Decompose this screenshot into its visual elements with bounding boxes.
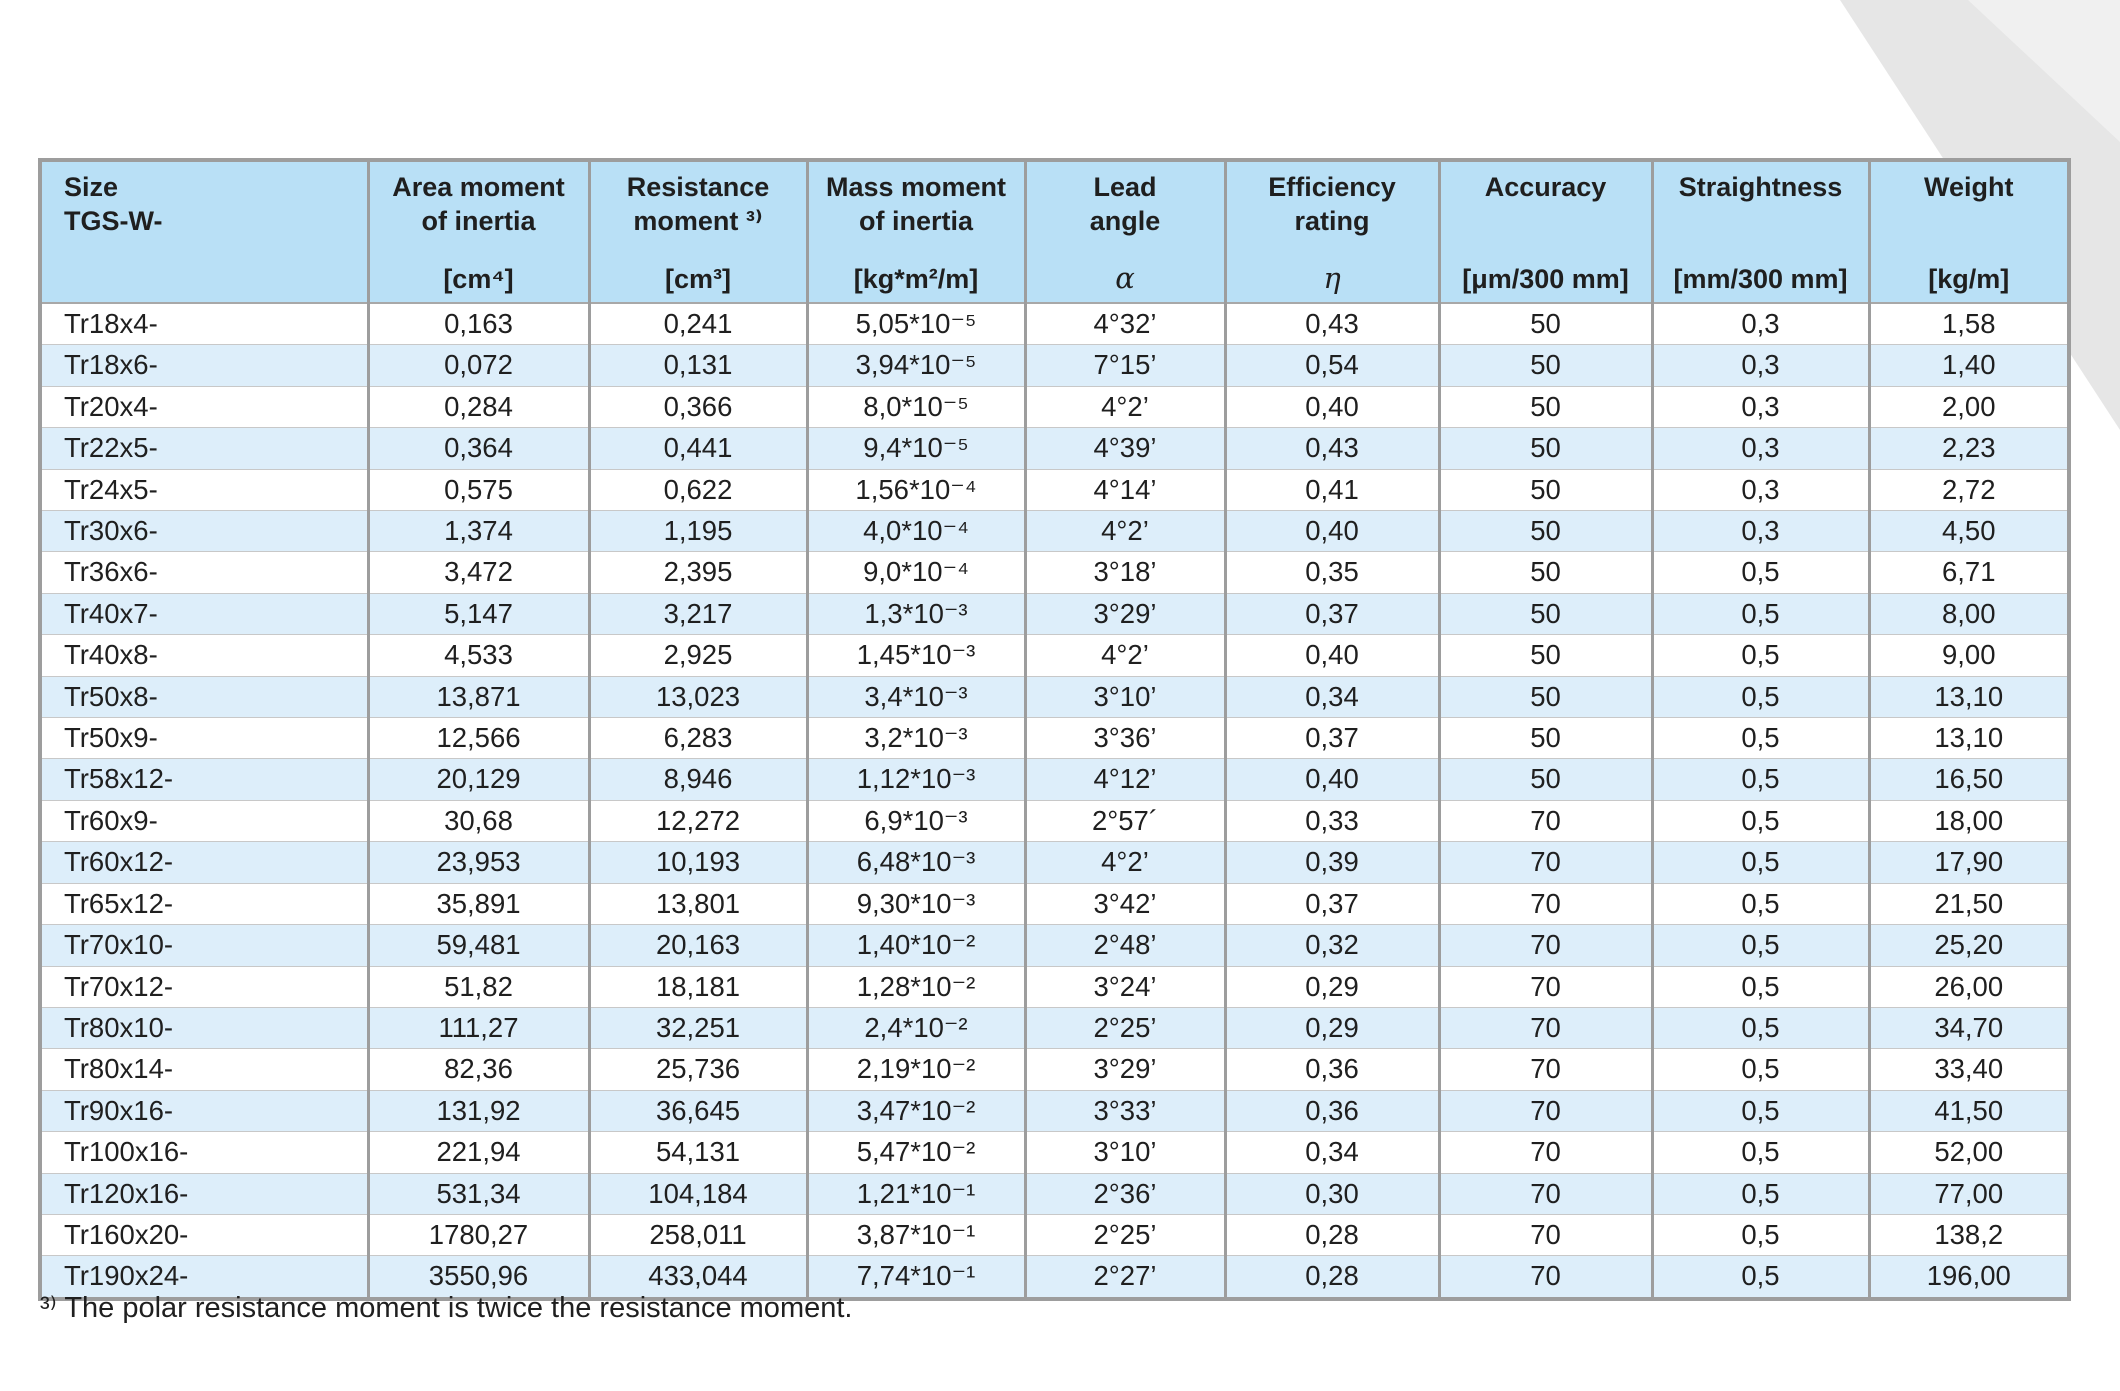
cell-accuracy: 70 (1439, 966, 1652, 1007)
cell-straightness: 0,5 (1652, 883, 1869, 924)
cell-accuracy: 50 (1439, 386, 1652, 427)
cell-mass_moment: 7,74*10⁻¹ (807, 1256, 1025, 1299)
cell-efficiency: 0,37 (1225, 593, 1439, 634)
col-header-line1: Lead (1093, 172, 1157, 202)
col-header-units: [kg*m²/m] (853, 264, 979, 295)
cell-straightness: 0,5 (1652, 676, 1869, 717)
cell-efficiency: 0,37 (1225, 883, 1439, 924)
col-header-line1: Straightness (1678, 172, 1843, 202)
cell-size: Tr18x6- (40, 345, 368, 386)
col-header-units: [μm/300 mm] (1462, 264, 1629, 295)
cell-lead_angle: 7°15’ (1025, 345, 1225, 386)
cell-lead_angle: 4°2’ (1025, 511, 1225, 552)
cell-size: Tr160x20- (40, 1214, 368, 1255)
cell-efficiency: 0,28 (1225, 1256, 1439, 1299)
cell-area_moment: 51,82 (368, 966, 589, 1007)
table-row (40, 1214, 2069, 1255)
cell-area_moment: 1780,27 (368, 1214, 589, 1255)
cell-weight: 4,50 (1869, 511, 2069, 552)
table-row (40, 303, 2069, 345)
cell-accuracy: 70 (1439, 800, 1652, 841)
cell-size: Tr58x12- (40, 759, 368, 800)
cell-resistance_moment: 36,645 (589, 1090, 807, 1131)
cell-efficiency: 0,40 (1225, 511, 1439, 552)
cell-weight: 26,00 (1869, 966, 2069, 1007)
col-header-lead-angle (1025, 160, 1225, 303)
cell-accuracy: 70 (1439, 1173, 1652, 1214)
cell-accuracy: 70 (1439, 1007, 1652, 1048)
cell-accuracy: 70 (1439, 1256, 1652, 1299)
cell-mass_moment: 5,05*10⁻⁵ (807, 303, 1025, 345)
cell-lead_angle: 2°48’ (1025, 925, 1225, 966)
cell-size: Tr20x4- (40, 386, 368, 427)
cell-resistance_moment: 258,011 (589, 1214, 807, 1255)
cell-resistance_moment: 8,946 (589, 759, 807, 800)
cell-accuracy: 50 (1439, 552, 1652, 593)
cell-lead_angle: 3°36’ (1025, 718, 1225, 759)
cell-size: Tr18x4- (64, 308, 158, 339)
spec-table-header (40, 160, 2069, 303)
col-header-efficiency (1225, 160, 1439, 303)
spec-table-body (40, 303, 2069, 1299)
cell-size: Tr40x7- (40, 593, 368, 634)
cell-efficiency: 0,54 (1225, 345, 1439, 386)
cell-straightness: 0,5 (1652, 1214, 1869, 1255)
col-header-resistance-moment (589, 160, 807, 303)
cell-accuracy: 50 (1439, 676, 1652, 717)
cell-efficiency: 0,33 (1225, 800, 1439, 841)
cell-efficiency: 0,41 (1225, 469, 1439, 510)
cell-lead_angle: 2°57´ (1025, 800, 1225, 841)
table-row (40, 1132, 2069, 1173)
cell-straightness: 0,5 (1652, 635, 1869, 676)
cell-weight: 1,40 (1869, 345, 2069, 386)
cell-accuracy: 50 (1439, 511, 1652, 552)
cell-weight: 33,40 (1869, 1049, 2069, 1090)
cell-straightness: 0,5 (1652, 842, 1869, 883)
cell-size: Tr24x5- (40, 469, 368, 510)
cell-area_moment: 23,953 (368, 842, 589, 883)
cell-efficiency: 0,34 (1225, 676, 1439, 717)
cell-area_moment: 111,27 (368, 1007, 589, 1048)
cell-size: Tr40x8- (40, 635, 368, 676)
cell-straightness: 0,5 (1652, 1256, 1869, 1299)
cell-accuracy: 50 (1439, 635, 1652, 676)
cell-size: Tr190x24- (40, 1256, 368, 1299)
cell-lead_angle: 3°42’ (1025, 883, 1225, 924)
cell-weight: 2,72 (1869, 469, 2069, 510)
cell-efficiency: 0,40 (1225, 759, 1439, 800)
cell-size: Tr70x12- (40, 966, 368, 1007)
cell-resistance_moment: 0,441 (589, 428, 807, 469)
col-header-area-moment (368, 160, 589, 303)
cell-resistance_moment: 20,163 (589, 925, 807, 966)
cell-lead_angle: 4°32’ (1025, 303, 1225, 345)
cell-mass_moment: 3,87*10⁻¹ (807, 1214, 1025, 1255)
cell-straightness: 0,5 (1652, 925, 1869, 966)
cell-mass_moment: 3,94*10⁻⁵ (807, 345, 1025, 386)
col-header-units: [mm/300 mm] (1673, 264, 1848, 295)
cell-size: Tr120x16- (40, 1173, 368, 1214)
cell-weight: 13,10 (1869, 718, 2069, 759)
cell-size: Tr90x16- (40, 1090, 368, 1131)
cell-mass_moment: 6,9*10⁻³ (807, 800, 1025, 841)
cell-area_moment: 5,147 (368, 593, 589, 634)
cell-accuracy: 50 (1439, 759, 1652, 800)
cell-lead_angle: 3°10’ (1025, 676, 1225, 717)
cell-mass_moment: 4,0*10⁻⁴ (807, 511, 1025, 552)
cell-size: Tr65x12- (40, 883, 368, 924)
cell-resistance_moment: 3,217 (589, 593, 807, 634)
table-row (40, 1049, 2069, 1090)
cell-accuracy: 70 (1439, 1214, 1652, 1255)
table-row (40, 718, 2069, 759)
cell-weight: 2,00 (1869, 386, 2069, 427)
col-header-line2: TGS-W- (64, 205, 163, 236)
cell-lead_angle: 3°10’ (1025, 1132, 1225, 1173)
cell-straightness: 0,3 (1652, 303, 1869, 345)
cell-efficiency: 0,40 (1225, 386, 1439, 427)
spec-table (38, 158, 2071, 1301)
cell-size: Tr22x5- (40, 428, 368, 469)
cell-straightness: 0,3 (1652, 428, 1869, 469)
cell-straightness: 0,5 (1652, 1007, 1869, 1048)
table-row (40, 593, 2069, 634)
cell-straightness: 0,5 (1652, 1049, 1869, 1090)
cell-weight: 25,20 (1869, 925, 2069, 966)
cell-area_moment: 221,94 (368, 1132, 589, 1173)
cell-mass_moment: 1,21*10⁻¹ (807, 1173, 1025, 1214)
cell-resistance_moment: 32,251 (589, 1007, 807, 1048)
cell-resistance_moment: 2,925 (589, 635, 807, 676)
cell-area_moment: 30,68 (368, 800, 589, 841)
col-header-line1: Area moment (392, 172, 565, 202)
cell-area_moment: 0,163 (368, 303, 589, 345)
cell-size: Tr80x14- (40, 1049, 368, 1090)
col-header-line1: Resistance (626, 172, 770, 202)
cell-accuracy: 50 (1439, 428, 1652, 469)
col-header-units: [cm⁴] (443, 264, 514, 295)
cell-resistance_moment: 18,181 (589, 966, 807, 1007)
table-row (40, 925, 2069, 966)
footnote: ³⁾ The polar resistance moment is twice the resistance moment. (40, 1292, 853, 1324)
table-row (40, 1090, 2069, 1131)
cell-lead_angle: 4°2’ (1025, 635, 1225, 676)
col-header-units: [cm³] (665, 264, 731, 295)
cell-efficiency: 0,29 (1225, 1007, 1439, 1048)
cell-area_moment: 3,472 (368, 552, 589, 593)
cell-mass_moment: 9,4*10⁻⁵ (807, 428, 1025, 469)
cell-resistance_moment: 2,395 (589, 552, 807, 593)
cell-accuracy: 50 (1439, 718, 1652, 759)
cell-size: Tr50x9- (40, 718, 368, 759)
col-header-units-eta: η (1323, 261, 1341, 296)
cell-lead_angle: 3°29’ (1025, 593, 1225, 634)
cell-weight: 41,50 (1869, 1090, 2069, 1131)
cell-mass_moment: 2,19*10⁻² (807, 1049, 1025, 1090)
cell-size: Tr70x10- (40, 925, 368, 966)
cell-area_moment: 35,891 (368, 883, 589, 924)
cell-area_moment: 12,566 (368, 718, 589, 759)
col-header-line2: of inertia (858, 205, 973, 236)
cell-lead_angle: 4°12’ (1025, 759, 1225, 800)
cell-area_moment: 3550,96 (368, 1256, 589, 1299)
cell-accuracy: 70 (1439, 1090, 1652, 1131)
cell-weight: 8,00 (1869, 593, 2069, 634)
cell-resistance_moment: 104,184 (589, 1173, 807, 1214)
cell-accuracy: 50 (1439, 345, 1652, 386)
cell-lead_angle: 3°18’ (1025, 552, 1225, 593)
col-header-units: [kg/m] (1928, 264, 2010, 295)
cell-mass_moment: 9,30*10⁻³ (807, 883, 1025, 924)
cell-area_moment: 13,871 (368, 676, 589, 717)
cell-size: Tr36x6- (40, 552, 368, 593)
col-header-line2: angle (1089, 205, 1161, 236)
cell-efficiency: 0,35 (1225, 552, 1439, 593)
cell-mass_moment: 5,47*10⁻² (807, 1132, 1025, 1173)
cell-efficiency: 0,32 (1225, 925, 1439, 966)
col-header-mass-moment (807, 160, 1025, 303)
cell-resistance_moment: 1,195 (589, 511, 807, 552)
col-header-line1: Mass moment (825, 172, 1007, 202)
col-header-weight (1869, 160, 2069, 303)
col-header-line1: Accuracy (1484, 172, 1607, 202)
cell-lead_angle: 2°27’ (1025, 1256, 1225, 1299)
cell-mass_moment: 3,4*10⁻³ (807, 676, 1025, 717)
cell-resistance_moment: 25,736 (589, 1049, 807, 1090)
cell-size: Tr60x12- (40, 842, 368, 883)
cell-resistance_moment: 10,193 (589, 842, 807, 883)
cell-weight: 138,2 (1869, 1214, 2069, 1255)
cell-mass_moment: 1,28*10⁻² (807, 966, 1025, 1007)
table-row (40, 386, 2069, 427)
col-header-line1: Weight (1924, 172, 2014, 202)
cell-resistance_moment: 12,272 (589, 800, 807, 841)
cell-mass_moment: 1,40*10⁻² (807, 925, 1025, 966)
cell-straightness: 0,3 (1652, 469, 1869, 510)
cell-lead_angle: 4°2’ (1025, 842, 1225, 883)
cell-area_moment: 0,575 (368, 469, 589, 510)
table-row (40, 635, 2069, 676)
cell-efficiency: 0,43 (1225, 303, 1439, 345)
cell-area_moment: 0,072 (368, 345, 589, 386)
table-row (40, 676, 2069, 717)
cell-weight: 18,00 (1869, 800, 2069, 841)
cell-efficiency: 0,30 (1225, 1173, 1439, 1214)
cell-weight: 16,50 (1869, 759, 2069, 800)
cell-area_moment: 0,284 (368, 386, 589, 427)
cell-weight: 2,23 (1869, 428, 2069, 469)
cell-efficiency: 0,29 (1225, 966, 1439, 1007)
cell-weight: 6,71 (1869, 552, 2069, 593)
cell-resistance_moment: 0,622 (589, 469, 807, 510)
cell-straightness: 0,3 (1652, 386, 1869, 427)
cell-size: Tr50x8- (40, 676, 368, 717)
table-row (40, 1007, 2069, 1048)
cell-lead_angle: 4°39’ (1025, 428, 1225, 469)
cell-resistance_moment: 0,241 (589, 303, 807, 345)
cell-efficiency: 0,43 (1225, 428, 1439, 469)
cell-weight: 196,00 (1869, 1256, 2069, 1299)
cell-efficiency: 0,36 (1225, 1090, 1439, 1131)
cell-mass_moment: 2,4*10⁻² (807, 1007, 1025, 1048)
cell-size: Tr60x9- (40, 800, 368, 841)
table-row (40, 428, 2069, 469)
cell-lead_angle: 2°25’ (1025, 1007, 1225, 1048)
table-row (40, 345, 2069, 386)
col-header-straightness (1652, 160, 1869, 303)
cell-straightness: 0,3 (1652, 345, 1869, 386)
cell-straightness: 0,5 (1652, 800, 1869, 841)
cell-accuracy: 50 (1439, 469, 1652, 510)
cell-weight: 21,50 (1869, 883, 2069, 924)
cell-area_moment: 4,533 (368, 635, 589, 676)
cell-weight: 17,90 (1869, 842, 2069, 883)
cell-resistance_moment: 13,801 (589, 883, 807, 924)
header-row (40, 160, 2069, 303)
cell-straightness: 0,5 (1652, 1173, 1869, 1214)
cell-straightness: 0,5 (1652, 552, 1869, 593)
table-row (40, 800, 2069, 841)
cell-efficiency: 0,39 (1225, 842, 1439, 883)
cell-efficiency: 0,36 (1225, 1049, 1439, 1090)
cell-mass_moment: 1,45*10⁻³ (807, 635, 1025, 676)
cell-straightness: 0,5 (1652, 593, 1869, 634)
col-header-line1: Efficiency (1268, 172, 1396, 202)
table-row (40, 883, 2069, 924)
cell-efficiency: 0,34 (1225, 1132, 1439, 1173)
cell-mass_moment: 6,48*10⁻³ (807, 842, 1025, 883)
cell-area_moment: 59,481 (368, 925, 589, 966)
cell-accuracy: 70 (1439, 1132, 1652, 1173)
cell-weight: 34,70 (1869, 1007, 2069, 1048)
cell-lead_angle: 2°25’ (1025, 1214, 1225, 1255)
cell-accuracy: 70 (1439, 842, 1652, 883)
cell-lead_angle: 2°36’ (1025, 1173, 1225, 1214)
cell-area_moment: 131,92 (368, 1090, 589, 1131)
cell-size: Tr80x10- (40, 1007, 368, 1048)
cell-area_moment: 531,34 (368, 1173, 589, 1214)
cell-lead_angle: 4°2’ (1025, 386, 1225, 427)
cell-lead_angle: 3°29’ (1025, 1049, 1225, 1090)
cell-accuracy: 70 (1439, 883, 1652, 924)
cell-area_moment: 82,36 (368, 1049, 589, 1090)
cell-mass_moment: 1,12*10⁻³ (807, 759, 1025, 800)
cell-efficiency: 0,40 (1225, 635, 1439, 676)
table-row (40, 842, 2069, 883)
cell-mass_moment: 3,2*10⁻³ (807, 718, 1025, 759)
cell-size: Tr100x16- (40, 1132, 368, 1173)
cell-lead_angle: 4°14’ (1025, 469, 1225, 510)
table-row (40, 1173, 2069, 1214)
col-header-size (40, 160, 368, 303)
cell-mass_moment: 1,56*10⁻⁴ (807, 469, 1025, 510)
cell-weight: 9,00 (1869, 635, 2069, 676)
cell-mass_moment: 3,47*10⁻² (807, 1090, 1025, 1131)
col-header-line2: rating (1294, 205, 1370, 236)
cell-resistance_moment: 433,044 (589, 1256, 807, 1299)
cell-straightness: 0,5 (1652, 1090, 1869, 1131)
cell-resistance_moment: 0,131 (589, 345, 807, 386)
cell-mass_moment: 8,0*10⁻⁵ (807, 386, 1025, 427)
cell-efficiency: 0,37 (1225, 718, 1439, 759)
cell-straightness: 0,5 (1652, 966, 1869, 1007)
cell-straightness: 0,5 (1652, 718, 1869, 759)
col-header-line2: moment ³⁾ (633, 205, 763, 236)
cell-size: Tr30x6- (40, 511, 368, 552)
col-header-accuracy (1439, 160, 1652, 303)
col-header-units-alpha: α (1115, 261, 1135, 296)
cell-lead_angle: 3°24’ (1025, 966, 1225, 1007)
cell-lead_angle: 3°33’ (1025, 1090, 1225, 1131)
cell-straightness: 0,5 (1652, 1132, 1869, 1173)
cell-accuracy: 50 (1439, 593, 1652, 634)
cell-straightness: 0,3 (1652, 511, 1869, 552)
col-header-line2: of inertia (421, 205, 536, 236)
cell-weight: 52,00 (1869, 1132, 2069, 1173)
col-header-line1: Size (64, 172, 119, 202)
cell-area_moment: 1,374 (368, 511, 589, 552)
cell-area_moment: 0,364 (368, 428, 589, 469)
cell-weight: 13,10 (1869, 676, 2069, 717)
cell-straightness: 0,5 (1652, 759, 1869, 800)
table-row (40, 759, 2069, 800)
cell-accuracy: 70 (1439, 1049, 1652, 1090)
table-row (40, 966, 2069, 1007)
cell-area_moment: 20,129 (368, 759, 589, 800)
cell-weight: 77,00 (1869, 1173, 2069, 1214)
table-row (40, 469, 2069, 510)
cell-accuracy: 50 (1439, 303, 1652, 345)
cell-accuracy: 70 (1439, 925, 1652, 966)
cell-resistance_moment: 6,283 (589, 718, 807, 759)
cell-mass_moment: 1,3*10⁻³ (807, 593, 1025, 634)
cell-mass_moment: 9,0*10⁻⁴ (807, 552, 1025, 593)
cell-weight: 1,58 (1869, 303, 2069, 345)
cell-efficiency: 0,28 (1225, 1214, 1439, 1255)
table-row (40, 552, 2069, 593)
cell-resistance_moment: 13,023 (589, 676, 807, 717)
cell-resistance_moment: 0,366 (589, 386, 807, 427)
cell-resistance_moment: 54,131 (589, 1132, 807, 1173)
table-row (40, 511, 2069, 552)
